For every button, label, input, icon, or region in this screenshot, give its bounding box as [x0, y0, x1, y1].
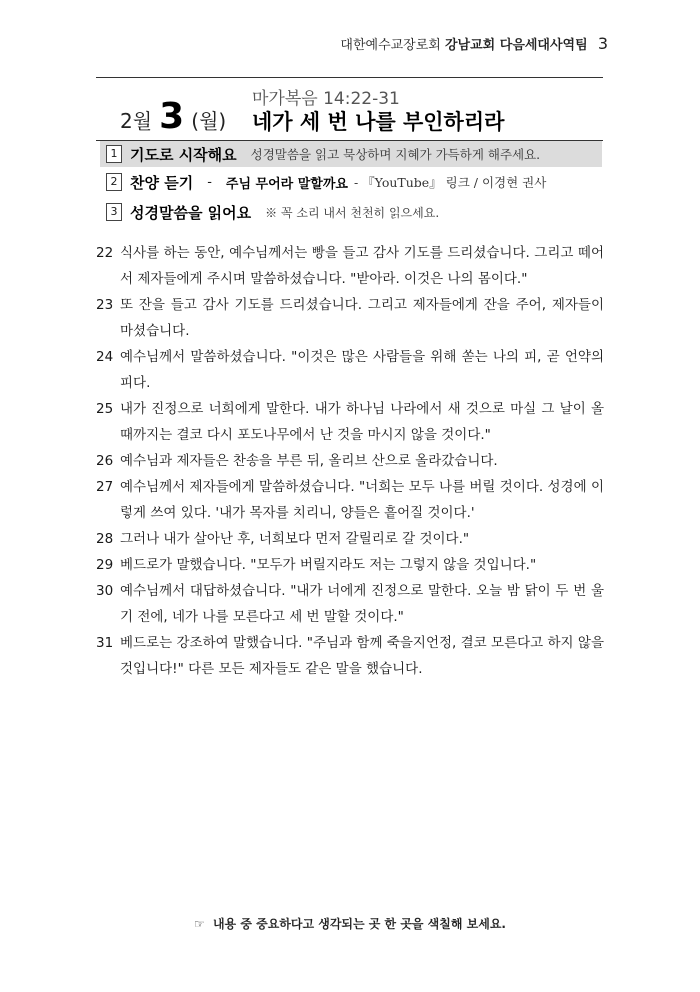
- verse: [96, 240, 604, 292]
- header-rule: [96, 77, 603, 78]
- footer-text: 내용 중 중요하다고 생각되는 곳 한 곳을 색칠해 보세요.: [212, 917, 506, 931]
- verse-text: 예수님께서 대답하셨습니다. "내가 너에게 진정으로 말한다. 오늘 밤 닭이 두 번 울기 전에, 네가 나를 모른다고 세 번 말할 것이다.": [120, 583, 604, 625]
- verse: [96, 552, 604, 578]
- verse-number: 27: [96, 479, 114, 495]
- verse-text: 식사를 하는 동안, 예수님께서는 빵을 들고 감사 기도를 드리셨습니다. 그리고 떼어서 제자들에게 주시며 말씀하셨습니다. "받아라. 이것은 나의 몸이다.": [120, 245, 604, 287]
- scripture-passage: [96, 240, 604, 682]
- title-block: [120, 84, 600, 138]
- step-note: ※ 꼭 소리 내서 천천히 읽으세요.: [265, 205, 440, 220]
- date-month: 2월: [120, 109, 153, 133]
- scripture-reference: 마가복음 14:22-31: [252, 89, 400, 109]
- verse-text: 예수님께서 말씀하셨습니다. "이것은 많은 사람들을 위해 쏟는 나의 피, 곧 언약의 피다.: [120, 349, 604, 391]
- footer-instruction: [0, 915, 700, 932]
- step-dash: -: [207, 174, 212, 190]
- verse: [96, 292, 604, 344]
- step-desc: 성경말씀을 읽고 묵상하며 지혜가 가득하게 해주세요.: [250, 147, 541, 162]
- step-reading: [100, 199, 602, 225]
- verse-number: 26: [96, 453, 114, 469]
- date-weekday: (월): [191, 109, 227, 133]
- verse: [96, 578, 604, 630]
- verse-number: 30: [96, 583, 114, 599]
- header-church: 강남교회 다음세대사역팀: [445, 38, 588, 53]
- verse: [96, 526, 604, 552]
- verse-text: 예수님과 제자들은 찬송을 부른 뒤, 올리브 산으로 올라갔습니다.: [120, 453, 498, 469]
- verse-number: 25: [96, 401, 114, 417]
- verse: [96, 448, 604, 474]
- verse: [96, 396, 604, 448]
- step-name: 성경말씀을 읽어요: [130, 203, 252, 222]
- verse-number: 28: [96, 531, 114, 547]
- step-number: 3: [106, 203, 122, 221]
- verse: [96, 630, 604, 682]
- header-org: 대한예수교장로회: [340, 38, 441, 53]
- step-prayer: [100, 141, 602, 167]
- step-number: 2: [106, 173, 122, 191]
- verse-number: 23: [96, 297, 114, 313]
- verse-text: 베드로가 말했습니다. "모두가 버릴지라도 저는 그렇지 않을 것입니다.": [120, 557, 537, 573]
- verse: [96, 344, 604, 396]
- step-number: 1: [106, 145, 122, 163]
- verse-text: 베드로는 강조하여 말했습니다. "주님과 함께 죽을지언정, 결코 모른다고 하지 않을 것입니다!" 다른 모든 제자들도 같은 말을 했습니다.: [120, 635, 604, 677]
- song-link[interactable]: - 『YouTube』 링크 / 이경현 권사: [353, 175, 547, 190]
- verse-text: 내가 진정으로 너희에게 말한다. 내가 하나님 나라에서 새 것으로 마실 그 날이 올 때까지는 결코 다시 포도나무에서 난 것을 마시지 않을 것이다.": [120, 401, 604, 443]
- page-header: [340, 34, 608, 53]
- page-number: 3: [597, 34, 608, 53]
- verse-text: 예수님께서 제자들에게 말씀하셨습니다. "너희는 모두 나를 버릴 것이다. 성경에 이렇게 쓰여 있다. '내가 목자를 치리니, 양들은 흩어질 것이다.': [120, 479, 604, 521]
- page-title: 네가 세 번 나를 부인하리라: [252, 110, 505, 134]
- verse-number: 22: [96, 245, 114, 261]
- verse-text: 또 잔을 들고 감사 기도를 드리셨습니다. 그리고 제자들에게 잔을 주어, 제자들이 마셨습니다.: [120, 297, 604, 339]
- verse-number: 31: [96, 635, 114, 651]
- date-day: 3: [159, 96, 185, 137]
- pointing-hand-icon: ☞: [194, 917, 205, 931]
- verse-number: 29: [96, 557, 114, 573]
- verse-number: 24: [96, 349, 114, 365]
- verse: [96, 474, 604, 526]
- step-name: 기도로 시작해요: [130, 145, 237, 164]
- step-worship: [100, 169, 602, 195]
- step-name: 찬양 듣기: [130, 173, 194, 192]
- song-title: 주님 무어라 말할까요: [225, 176, 348, 192]
- date: [120, 96, 226, 137]
- verse-text: 그러나 내가 살아난 후, 너희보다 먼저 갈릴리로 갈 것이다.": [120, 531, 470, 547]
